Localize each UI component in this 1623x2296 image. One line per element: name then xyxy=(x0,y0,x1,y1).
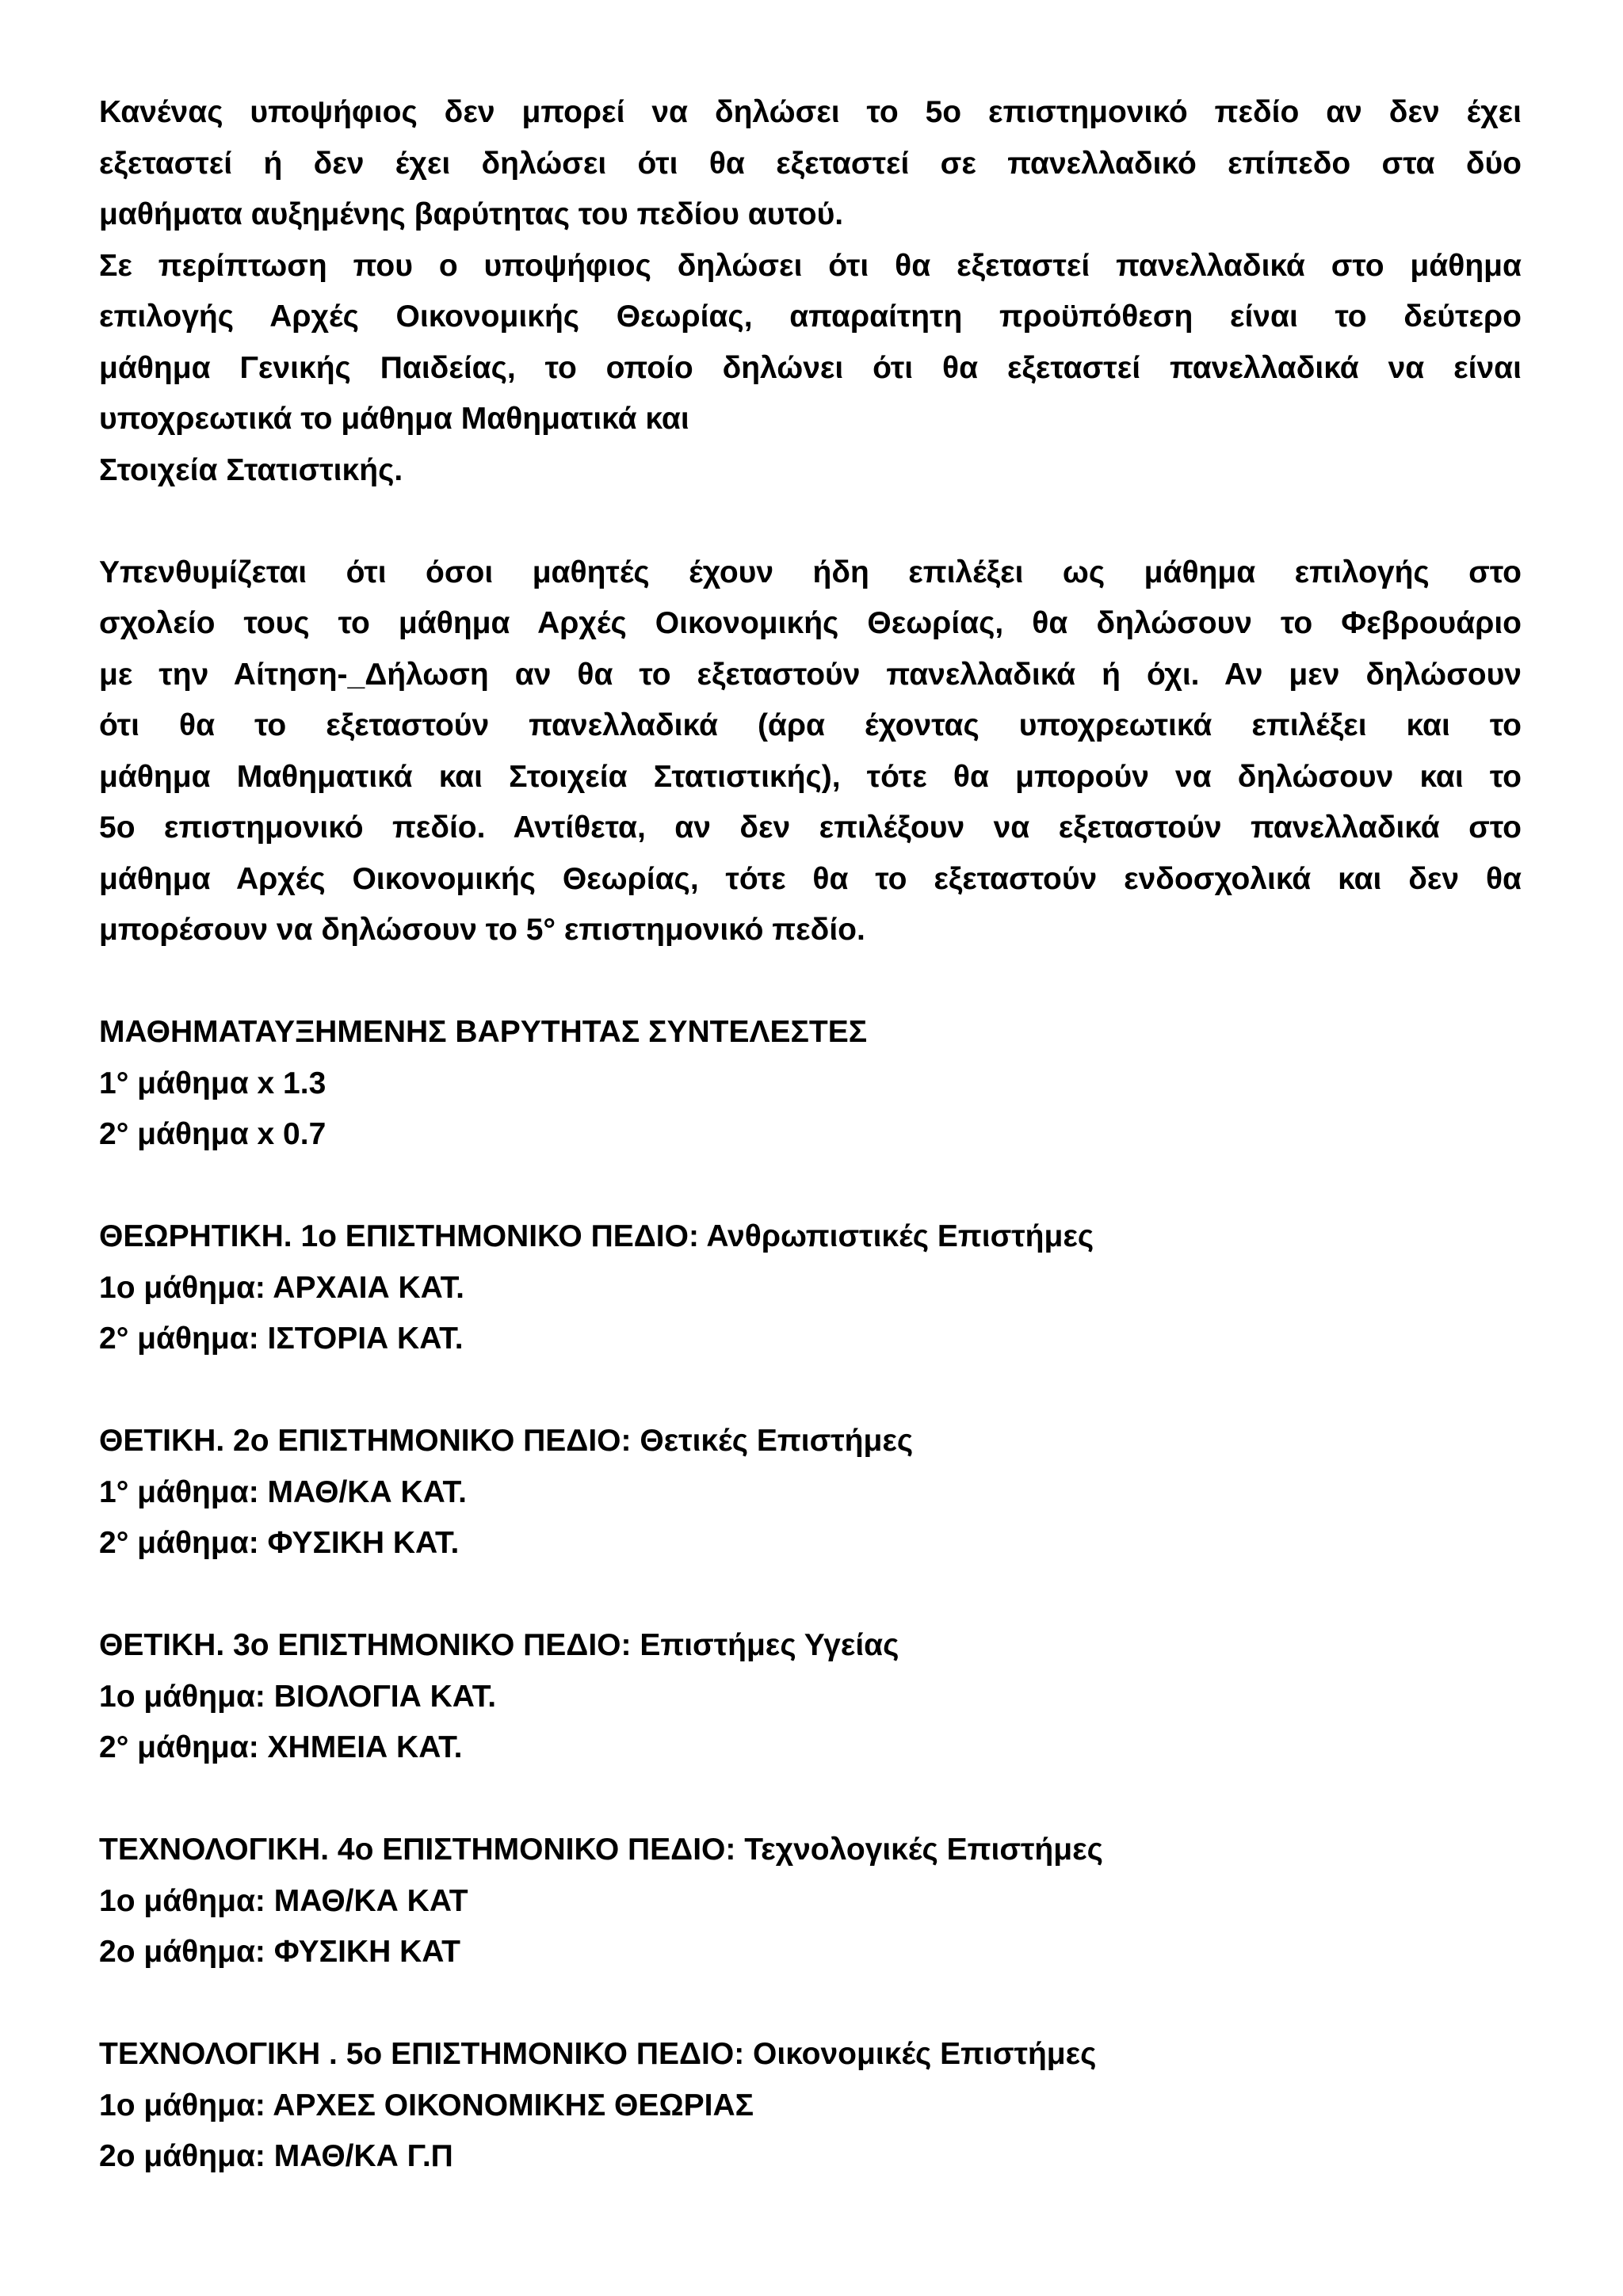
paragraph-reminder xyxy=(99,547,1522,956)
text-line: εξεταστεί ή δεν έχει δηλώσει ότι θα εξεταστεί σε πανελλαδικό επίπεδο στα δύο xyxy=(99,146,1522,181)
paragraph-spacer xyxy=(99,1365,1522,1417)
field-heading: ΤΕΧΝΟΛΟΓΙΚΗ. 4ο ΕΠΙΣΤΗΜΟΝΙΚΟ ΠΕΔΙΟ: Τεχνολογικές Επιστήμες xyxy=(99,1833,1103,1867)
paragraph-spacer xyxy=(99,1774,1522,1825)
paragraph-spacer xyxy=(99,956,1522,1008)
text-line: Υπενθυμίζεται ότι όσοι μαθητές έχουν ήδη επιλέξει ως μάθημα επιλογής στο xyxy=(99,555,1522,589)
coefficients-section xyxy=(99,1007,1522,1161)
field-course-1: 1ο μάθημα: ΑΡΧΑΙΑ ΚΑΤ. xyxy=(99,1270,464,1305)
paragraph-spacer xyxy=(99,496,1522,547)
field-course-1: 1ο μάθημα: ΜΑΘ/ΚΑ ΚΑΤ xyxy=(99,1883,468,1918)
text-line: Στοιχεία Στατιστικής. xyxy=(99,452,403,487)
field-course-2: 2ο μάθημα: ΦΥΣΙΚΗ ΚΑΤ xyxy=(99,1935,461,1969)
text-line: ότι θα το εξεταστούν πανελλαδικά (άρα έχοντας υποχρεωτικά επιλέξει και το xyxy=(99,708,1522,742)
paragraph-spacer xyxy=(99,1569,1522,1621)
text-line: Κανένας υποψήφιος δεν μπορεί να δηλώσει το 5ο επιστημονικό πεδίο αν δεν έχει xyxy=(99,95,1522,129)
text-line: μάθημα Αρχές Οικονομικής Θεωρίας, τότε θα το εξεταστούν ενδοσχολικά και δεν θα xyxy=(99,861,1522,896)
field-section-5 xyxy=(99,2029,1522,2183)
paragraph-spacer xyxy=(99,1161,1522,1212)
field-section-2 xyxy=(99,1416,1522,1569)
field-course-2: 2ο μάθημα: ΜΑΘ/ΚΑ Γ.Π xyxy=(99,2139,453,2173)
coefficient-first-course: 1° μάθημα x 1.3 xyxy=(99,1066,327,1100)
text-line: σχολείο τους το μάθημα Αρχές Οικονομικής Θεωρίας, θα δηλώσουν το Φεβρουάριο xyxy=(99,606,1522,640)
text-line: με την Αίτηση-_Δήλωση αν θα το εξεταστούν πανελλαδικά ή όχι. Αν μεν δηλώσουν xyxy=(99,657,1522,692)
text-line: μαθήματα αυξημένης βαρύτητας του πεδίου αυτού. xyxy=(99,197,844,231)
field-course-1: 1° μάθημα: ΜΑΘ/ΚΑ ΚΑΤ. xyxy=(99,1474,467,1509)
document-page xyxy=(99,87,1522,2183)
field-heading: ΤΕΧΝΟΛΟΓΙΚΗ . 5ο ΕΠΙΣΤΗΜΟΝΙΚΟ ΠΕΔΙΟ: Οικονομικές Επιστήμες xyxy=(99,2037,1097,2071)
field-course-1: 1ο μάθημα: ΑΡΧΕΣ ΟΙΚΟΝΟΜΙΚΗΣ ΘΕΩΡΙΑΣ xyxy=(99,2088,754,2122)
field-course-2: 2° μάθημα: ΧΗΜΕΙΑ ΚΑΤ. xyxy=(99,1730,463,1764)
coefficient-second-course: 2° μάθημα x 0.7 xyxy=(99,1117,327,1151)
paragraph-spacer xyxy=(99,1978,1522,2030)
text-line: υποχρεωτικά το μάθημα Μαθηματικά και xyxy=(99,402,689,436)
paragraph-economics-requirement xyxy=(99,241,1522,497)
text-line: επιλογής Αρχές Οικονομικής Θεωρίας, απαραίτητη προϋπόθεση είναι το δεύτερο xyxy=(99,299,1522,334)
field-heading: ΘΕΩΡΗΤΙΚΗ. 1ο ΕΠΙΣΤΗΜΟΝΙΚΟ ΠΕΔΙΟ: Ανθρωπιστικές Επιστήμες xyxy=(99,1219,1094,1253)
field-heading: ΘΕΤΙΚΗ. 2ο ΕΠΙΣΤΗΜΟΝΙΚΟ ΠΕΔΙΟ: Θετικές Επιστήμες xyxy=(99,1424,914,1458)
text-line: Σε περίπτωση που ο υποψήφιος δηλώσει ότι θα εξεταστεί πανελλαδικά στο μάθημα xyxy=(99,248,1522,283)
text-line: 5ο επιστημονικό πεδίο. Αντίθετα, αν δεν επιλέξουν να εξεταστούν πανελλαδικά στο xyxy=(99,810,1522,845)
text-line: μάθημα Μαθηματικά και Στοιχεία Στατιστικής), τότε θα μπορούν να δηλώσουν και το xyxy=(99,759,1522,794)
field-section-1 xyxy=(99,1211,1522,1365)
field-course-2: 2° μάθημα: ΦΥΣΙΚΗ ΚΑΤ. xyxy=(99,1526,460,1560)
text-line: μπορέσουν να δηλώσουν το 5° επιστημονικό πεδίο. xyxy=(99,913,865,947)
paragraph-eligibility xyxy=(99,87,1522,241)
coefficients-heading: ΜΑΘΗΜΑΤΑΥΞΗΜΕΝΗΣ ΒΑΡΥΤΗΤΑΣ ΣΥΝΤΕΛΕΣΤΕΣ xyxy=(99,1015,868,1049)
field-heading: ΘΕΤΙΚΗ. 3ο ΕΠΙΣΤΗΜΟΝΙΚΟ ΠΕΔΙΟ: Επιστήμες Υγείας xyxy=(99,1628,899,1662)
field-course-1: 1ο μάθημα: ΒΙΟΛΟΓΙΑ ΚΑΤ. xyxy=(99,1679,497,1714)
text-line: μάθημα Γενικής Παιδείας, το οποίο δηλώνει ότι θα εξεταστεί πανελλαδικά να είναι xyxy=(99,350,1522,385)
field-course-2: 2° μάθημα: ΙΣΤΟΡΙΑ ΚΑΤ. xyxy=(99,1322,464,1356)
field-section-4 xyxy=(99,1825,1522,1978)
field-section-3 xyxy=(99,1620,1522,1774)
